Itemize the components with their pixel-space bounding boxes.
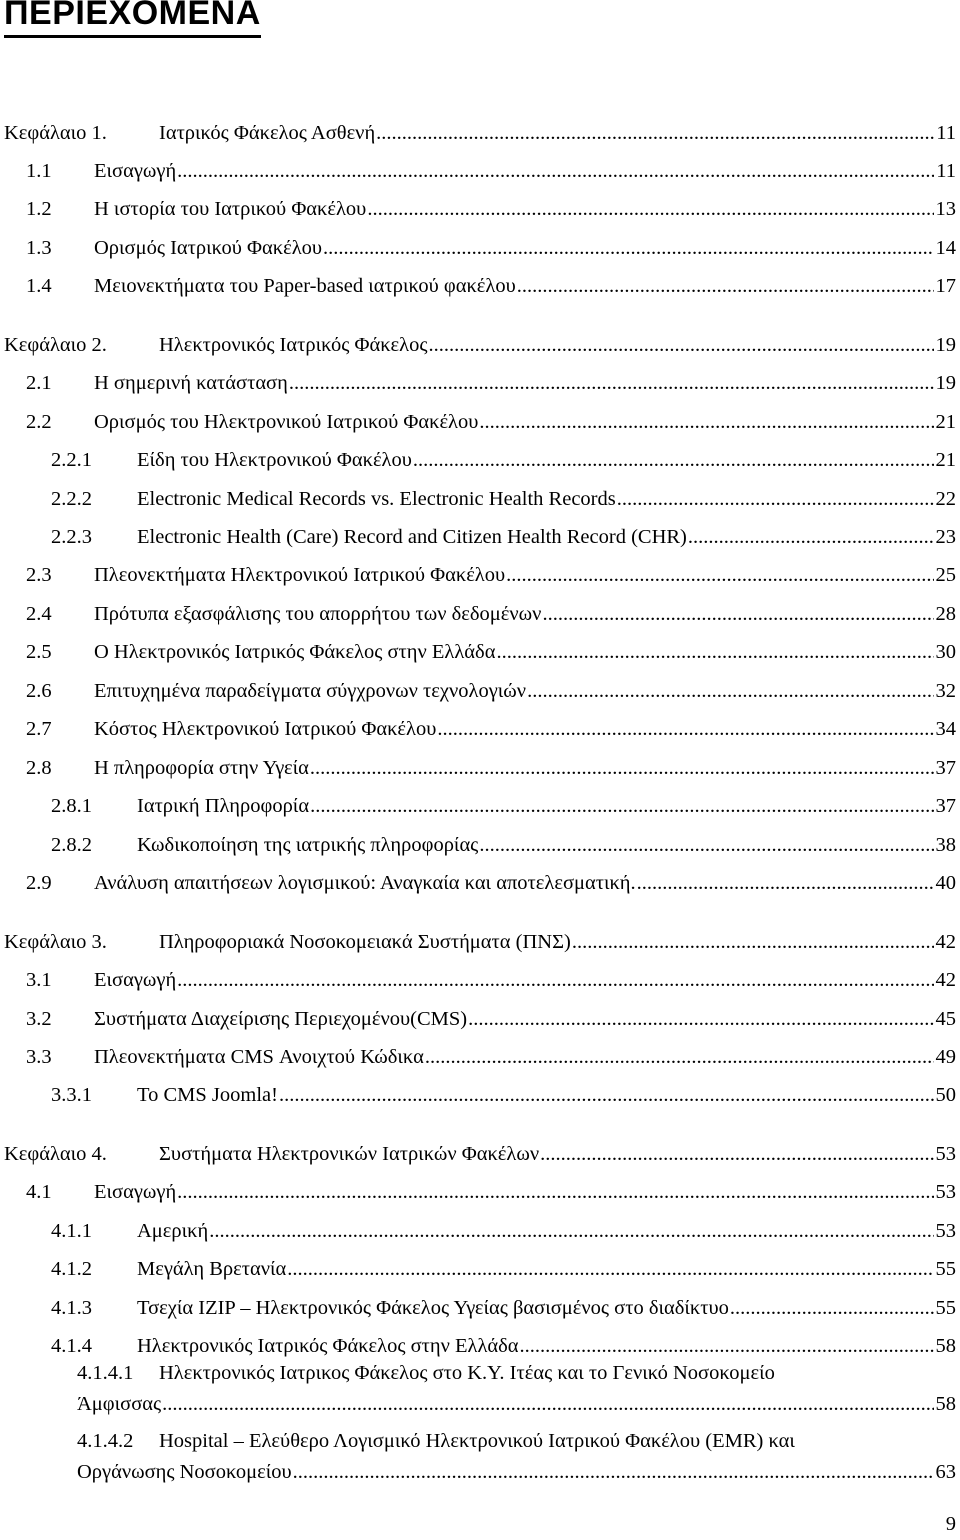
toc-dot-leader xyxy=(177,159,934,183)
toc-entry-number: 2.9 xyxy=(26,872,52,894)
toc-entry-number: 2.2.3 xyxy=(51,526,92,548)
toc-entry-number: 4.1.4.2 xyxy=(77,1430,134,1452)
toc-dot-leader xyxy=(437,717,933,741)
toc-entry-number: 4.1.3 xyxy=(51,1297,92,1319)
toc-dot-leader xyxy=(506,563,933,587)
toc-dot-leader xyxy=(289,371,934,395)
toc-entry-number: 3.1 xyxy=(26,969,52,991)
toc-entry-label: Ο Ηλεκτρονικός Ιατρικός Φάκελος στην Ελλάδα xyxy=(94,641,496,663)
toc-page-number: 37 xyxy=(935,757,956,779)
toc-entry-label: Συστήματα Ηλεκτρονικών Ιατρικών Φακέλων xyxy=(159,1143,540,1165)
toc-entry-number: 2.2.1 xyxy=(51,449,92,471)
toc-page-number: 58 xyxy=(935,1393,956,1415)
toc-entry-number: 3.3 xyxy=(26,1046,52,1068)
toc-entry xyxy=(51,833,956,857)
toc-entry-label: Αμερική xyxy=(137,1220,209,1242)
toc-entry-number: Κεφάλαιο 1. xyxy=(4,122,107,144)
toc-dot-leader xyxy=(637,871,934,895)
toc-entry xyxy=(26,871,956,895)
toc-entry-label: Εισαγωγή xyxy=(94,969,177,991)
toc-page-number: 23 xyxy=(935,526,956,548)
toc-dot-leader xyxy=(572,930,934,954)
toc-dot-leader xyxy=(527,679,933,703)
toc-entry-label: Μεγάλη Βρετανία xyxy=(137,1258,287,1280)
toc-entry-label: Κόστος Ηλεκτρονικού Ιατρικού Φακέλου xyxy=(94,718,437,740)
toc-entry-number: 1.3 xyxy=(26,237,52,259)
toc-entry-number: 2.1 xyxy=(26,372,52,394)
toc-dot-leader xyxy=(520,1334,934,1358)
toc-entry-label: Ορισμός του Ηλεκτρονικού Ιατρικού Φακέλου xyxy=(94,411,479,433)
toc-page-number: 38 xyxy=(935,834,956,856)
toc-entry xyxy=(26,1007,956,1031)
toc-dot-leader xyxy=(413,448,934,472)
toc-dot-leader xyxy=(425,1045,934,1069)
toc-entry-number: 2.8.1 xyxy=(51,795,92,817)
toc-page-number: 30 xyxy=(935,641,956,663)
toc-entry-number: 4.1.4.1 xyxy=(77,1362,134,1384)
toc-page-number: 17 xyxy=(935,275,956,297)
toc-entry-label-continuation: Άμφισσας xyxy=(77,1393,162,1415)
toc-page-number: 55 xyxy=(935,1297,956,1319)
toc-entry-number: 1.2 xyxy=(26,198,52,220)
toc-page-number: 13 xyxy=(935,198,956,220)
toc-dot-leader xyxy=(479,410,933,434)
toc-entry-label: Ιατρική Πληροφορία xyxy=(137,795,310,817)
toc-entry xyxy=(51,794,956,818)
toc-dot-leader xyxy=(496,640,933,664)
toc-dot-leader xyxy=(468,1007,933,1031)
toc-entry xyxy=(26,756,956,780)
toc-entry xyxy=(51,487,956,511)
toc-entry xyxy=(26,1045,956,1069)
page-number: 9 xyxy=(945,1513,956,1535)
toc-entry xyxy=(26,1180,956,1204)
toc-entry-number: 2.2 xyxy=(26,411,52,433)
toc-dot-leader xyxy=(310,756,934,780)
toc-entry-label: Εισαγωγή xyxy=(94,1181,177,1203)
toc-page-number: 53 xyxy=(935,1143,956,1165)
toc-entry-label: Ορισμός Ιατρικού Φακέλου xyxy=(94,237,323,259)
toc-entry-label: Επιτυχημένα παραδείγματα σύγχρονων τεχνολογιών xyxy=(94,680,527,702)
toc-page-number: 21 xyxy=(935,449,956,471)
toc-entry-label: Η πληροφορία στην Υγεία xyxy=(94,757,309,779)
toc-entry xyxy=(51,1219,956,1243)
toc-entry-label: Η ιστορία του Ιατρικού Φακέλου xyxy=(94,198,367,220)
toc-entry xyxy=(51,1083,956,1107)
toc-dot-leader xyxy=(688,525,934,549)
toc-entry-label: Ιατρικός Φάκελος Ασθενή xyxy=(159,122,376,144)
toc-entry-number: Κεφάλαιο 4. xyxy=(4,1143,107,1165)
toc-page-number: 40 xyxy=(935,872,956,894)
toc-entry-label: Electronic Medical Records vs. Electronic Health Records xyxy=(137,488,616,510)
toc-entry-number: Κεφάλαιο 3. xyxy=(4,931,107,953)
toc-dot-leader xyxy=(376,121,934,145)
toc-entry-label: Hospital – Ελεύθερο Λογισμικό Ηλεκτρονικού Ιατρικού Φακέλου (EMR) και xyxy=(159,1430,795,1452)
toc-page-number: 53 xyxy=(935,1181,956,1203)
toc-entry-number: 3.3.1 xyxy=(51,1084,92,1106)
toc-page-number: 14 xyxy=(935,237,956,259)
toc-entry-number: 3.2 xyxy=(26,1008,52,1030)
toc-entry-label: Ηλεκτρονικός Ιατρικός Φάκελος στην Ελλάδα xyxy=(137,1335,519,1357)
toc-dot-leader xyxy=(209,1219,933,1243)
toc-entry-number: 4.1.1 xyxy=(51,1220,92,1242)
toc-entry-label: Κωδικοποίηση της ιατρικής πληροφορίας xyxy=(137,834,479,856)
toc-entry xyxy=(77,1358,956,1420)
toc-entry-number: 2.3 xyxy=(26,564,52,586)
toc-page-number: 19 xyxy=(935,372,956,394)
toc-entry xyxy=(26,274,956,298)
toc-dot-leader xyxy=(323,236,933,260)
toc-dot-leader xyxy=(367,197,933,221)
toc-entry xyxy=(26,679,956,703)
toc-entry xyxy=(51,1334,956,1358)
toc-page-number: 63 xyxy=(935,1461,956,1483)
toc-entry-label: Ηλεκτρονικός Ιατρικός Φάκελος xyxy=(159,334,428,356)
toc-entry xyxy=(26,968,956,992)
toc-page-number: 32 xyxy=(935,680,956,702)
toc-dot-leader xyxy=(617,487,934,511)
toc-entry-label: Εισαγωγή xyxy=(94,160,177,182)
toc-entry-label: Μειονεκτήματα του Paper-based ιατρικού φακέλου xyxy=(94,275,516,297)
toc-dot-leader xyxy=(177,968,933,992)
toc-entry-label: Πλεονεκτήματα CMS Ανοιχτού Κώδικα xyxy=(94,1046,424,1068)
toc-entry xyxy=(26,159,956,183)
toc-entry xyxy=(26,602,956,626)
toc-page-number: 58 xyxy=(935,1335,956,1357)
toc-entry xyxy=(4,1142,956,1166)
toc-page-number: 28 xyxy=(935,603,956,625)
toc-page-number: 11 xyxy=(936,122,956,144)
toc-entry-label: Ηλεκτρονικός Ιατρικος Φάκελος στο Κ.Υ. Ιτέας και το Γενικό Νοσοκομείο xyxy=(159,1362,775,1384)
toc-page-number: 19 xyxy=(935,334,956,356)
toc-entry xyxy=(4,930,956,954)
toc-page-number: 42 xyxy=(935,931,956,953)
toc-dot-leader xyxy=(517,274,934,298)
toc-page-number: 50 xyxy=(935,1084,956,1106)
toc-dot-leader xyxy=(177,1180,933,1204)
toc-entry-label: Συστήματα Διαχείρισης Περιεχομένου(CMS) xyxy=(94,1008,468,1030)
page-title: ΠΕΡΙΕΧΟΜΕΝΑ xyxy=(4,0,261,38)
toc-entry-number: Κεφάλαιο 2. xyxy=(4,334,107,356)
toc-dot-leader xyxy=(162,1389,933,1420)
toc-entry-number: 2.7 xyxy=(26,718,52,740)
toc-entry-label: Πληροφοριακά Νοσοκομειακά Συστήματα (ΠΝΣ) xyxy=(159,931,571,953)
toc-page-number: 22 xyxy=(935,488,956,510)
toc-entry-number: 1.4 xyxy=(26,275,52,297)
toc-page-number: 37 xyxy=(935,795,956,817)
toc-entry-number: 2.5 xyxy=(26,641,52,663)
toc-dot-leader xyxy=(428,333,933,357)
toc-entry-number: 1.1 xyxy=(26,160,52,182)
toc-entry xyxy=(26,236,956,260)
toc-entry-label: Είδη του Ηλεκτρονικού Φακέλου xyxy=(137,449,412,471)
toc-dot-leader xyxy=(542,602,933,626)
toc-entry-label: Τσεχία IZIP – Ηλεκτρονικός Φάκελος Υγείας βασισμένος στο διαδίκτυο xyxy=(137,1297,729,1319)
toc-entry xyxy=(51,1296,956,1320)
toc-entry-number: 2.8 xyxy=(26,757,52,779)
toc-entry-number: 4.1 xyxy=(26,1181,52,1203)
toc-entry xyxy=(77,1426,956,1488)
toc-entry-number: 2.2.2 xyxy=(51,488,92,510)
toc-entry xyxy=(51,1257,956,1281)
toc-page-number: 11 xyxy=(936,160,956,182)
toc-page-number: 49 xyxy=(935,1046,956,1068)
toc-entry xyxy=(4,333,956,357)
toc-page-number: 25 xyxy=(935,564,956,586)
toc-entry-label: Η σημερινή κατάσταση xyxy=(94,372,288,394)
toc-page-number: 55 xyxy=(935,1258,956,1280)
toc-entry xyxy=(51,525,956,549)
toc-entry-label: To CMS Joomla! xyxy=(137,1084,278,1106)
toc-page-number: 21 xyxy=(935,411,956,433)
toc-entry xyxy=(4,121,956,145)
toc-entry-label: Electronic Health (Care) Record and Citizen Health Record (CHR) xyxy=(137,526,687,548)
toc-entry-number: 4.1.4 xyxy=(51,1335,92,1357)
toc-entry xyxy=(26,563,956,587)
toc-entry xyxy=(51,448,956,472)
toc-dot-leader xyxy=(730,1296,934,1320)
toc-page-number: 45 xyxy=(935,1008,956,1030)
toc-entry-number: 2.4 xyxy=(26,603,52,625)
toc-dot-leader xyxy=(310,794,933,818)
toc-dot-leader xyxy=(279,1083,934,1107)
toc-page-number: 53 xyxy=(935,1220,956,1242)
toc-entry-number: 2.8.2 xyxy=(51,834,92,856)
toc-entry-label-continuation: Οργάνωσης Νοσοκομείου xyxy=(77,1461,292,1483)
toc-page-number: 42 xyxy=(935,969,956,991)
toc-dot-leader xyxy=(293,1457,934,1488)
toc-entry-number: 4.1.2 xyxy=(51,1258,92,1280)
toc-entry-label: Ανάλυση απαιτήσεων λογισμικού: Αναγκαία και αποτελεσματική. xyxy=(94,872,636,894)
toc-dot-leader xyxy=(287,1257,933,1281)
toc-entry xyxy=(26,410,956,434)
toc-entry xyxy=(26,197,956,221)
toc-entry xyxy=(26,371,956,395)
toc-entry-label: Πρότυπα εξασφάλισης του απορρήτου των δεδομένων xyxy=(94,603,542,625)
toc-entry-label: Πλεονεκτήματα Ηλεκτρονικού Ιατρικού Φακέλου xyxy=(94,564,506,586)
toc-entry-number: 2.6 xyxy=(26,680,52,702)
toc-dot-leader xyxy=(479,833,933,857)
toc-dot-leader xyxy=(540,1142,933,1166)
toc-entry xyxy=(26,717,956,741)
toc-entry xyxy=(26,640,956,664)
toc-page-number: 34 xyxy=(935,718,956,740)
